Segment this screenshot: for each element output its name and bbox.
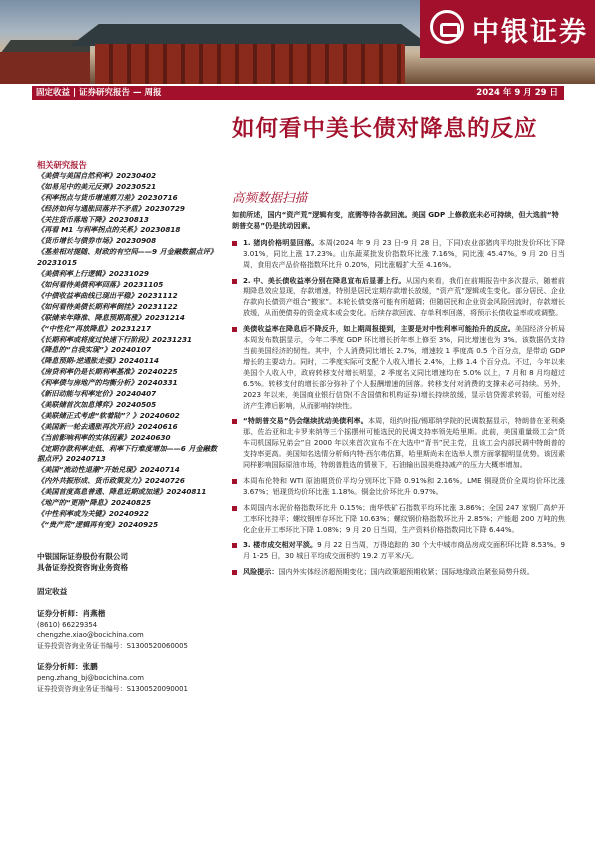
related-report-item[interactable]: 《中性利率或为关键》20240922 <box>37 509 149 518</box>
bullet-square-icon <box>232 479 237 484</box>
related-report-item[interactable]: 《定期存款利率走低、利率下行难度增加——6 月金融数据点评》20240713 <box>37 443 218 464</box>
related-report-item[interactable]: 《如何看待美债利率回落》20231105 <box>37 279 164 289</box>
bullet-list <box>232 238 565 578</box>
bullet-item <box>232 567 565 578</box>
bullet-square-icon <box>232 506 237 511</box>
related-report-item[interactable]: 《“贵产荒”逻辑再有变》20240925 <box>37 519 159 529</box>
related-report-item[interactable]: 《内外共振形成、货币政策发力》20240726 <box>37 476 185 486</box>
section-label: 固定收益 <box>37 587 68 597</box>
related-report-item[interactable]: 《美债利率上行逻辑》20231029 <box>37 269 149 279</box>
org-license: 具备证券投资咨询业务资格 <box>37 563 129 573</box>
related-report-item[interactable]: 《地产的“更刚”降息》20240825 <box>37 498 151 508</box>
related-report-item[interactable]: 《货币增长与债券市场》20230908 <box>37 236 157 246</box>
bullet-item <box>232 416 565 471</box>
bullet-text: 本周(2024 年 9 月 23 日-9 月 28 日，下同)农业部猪肉平均批发价环比下降 3.01%，同比上涨 17.23%。山东蔬菜批发价指数环比涨 7.16%，同比涨 45.47%。9 月 20 日当周，食用农产品价格指数环比升 0.20%，同比涨幅扩大至 4.16%。 <box>243 237 565 269</box>
analyst-2-title: 证券分析师：张鹏 <box>37 662 98 672</box>
related-report-item[interactable]: 《房贷利率仍是长期利率基准》20240225 <box>37 367 178 377</box>
bullet-heading: 2. 中、美长债收益率分别在降息宣布后显著上行。 <box>243 275 406 285</box>
related-report-item[interactable]: 《中债收益率曲线已现出平稳》20231112 <box>37 290 178 300</box>
analyst-1-title: 证券分析师：肖燕楷 <box>37 609 106 619</box>
related-report-item[interactable]: 《降息的“自我实现”》20240107 <box>37 345 151 355</box>
related-reports-list <box>37 171 223 531</box>
analyst-1-cert: 证券投资咨询业务证书编号：S1300520060005 <box>37 641 188 650</box>
banner-hall <box>95 44 405 84</box>
analyst-1-phone: (8610) 66229354 <box>37 621 98 630</box>
bullet-text: 9 月 22 日当周，万得追踪的 30 个大中城市商品房成交面积环比降 8.53%。9 月 1-25 日，30 城日平均成交面积约 19.2 万平米/天。 <box>243 540 565 561</box>
bullet-heading: 1. 猪肉价格明显回落。 <box>243 237 319 247</box>
related-report-item[interactable]: 《美债与美国自然利率》20230402 <box>37 170 157 180</box>
related-reports-heading: 相关研究报告 <box>37 160 87 170</box>
analyst-1-email[interactable]: chengzhe.xiao@bocichina.com <box>37 631 144 640</box>
org-name: 中银国际证券股份有限公司 <box>37 551 129 561</box>
report-subtitle: 高频数据扫描 <box>232 190 308 205</box>
related-report-item[interactable]: 《关注货币落地下降》20230813 <box>37 214 149 224</box>
bullet-text: 美国经济分析局本周发布数据显示，今年二季度 GDP 环比增长折年率上修至 3%，同比增速也为 3%。该数据仍支持当前美国经济的韧性。其中，个人消费同比增长 2.7%，增速较 1 季度高 0.5 个百分点，是带动 GDP 增长的主要动力。同时，二季度实际可支配个人收入增长 2.4%，上修 1.4 个百分点。不过，今年以来美国个人收入中，政府转移支付增长明显，2 季度名义同比增速均在 5.0% 以上，7 月和 8 月均超过 6.5%。转移支付的增长部分弥补了个人报酬增速的回落。转移支付对消费的支撑未必可持续。另外，2023 年以来，美国商业银行信贷(不含国债和机构证券)增长持续放缓，显示信贷需求转弱，可能对经济产生滞后影响，从而影响持续性。 <box>243 324 566 410</box>
related-report-item[interactable]: 《经济如何与通胀回落并不矛盾》20230729 <box>37 203 185 213</box>
bullet-heading: 美债收益率在降息后不降反升，如上期周报提到，主要是对中性利率可能抬升的反应。 <box>243 324 515 334</box>
related-report-item[interactable]: 《基差相对提随、财政的有空间——9 月金融数据点评》20231015 <box>37 247 218 268</box>
related-report-item[interactable]: 《当前影响利率的实体因素》20240630 <box>37 432 171 442</box>
bullet-text: 国内外实体经济超预期变化；国内政策超预期收紧；国际地缘政治紧张局势升级。 <box>278 567 534 577</box>
related-report-item[interactable]: 《美联储正式考虑“软着陆”？》20240602 <box>37 410 180 420</box>
bullet-item <box>232 324 565 411</box>
bullet-text: 本周布伦特和 WTI 原油期货价平均分别环比下降 0.91%和 2.16%。LME 铜现货价全周均价环比涨 3.67%；铝现货均价环比涨 1.18%。铜金比价环比升 0.97%。 <box>243 475 565 496</box>
report-info-bar <box>32 86 564 100</box>
sidebar <box>37 160 223 694</box>
related-report-item[interactable]: 《“中性化”再放降息》20231217 <box>37 323 151 333</box>
bullet-square-icon <box>232 543 237 548</box>
report-category: 固定收益 | 证券研究报告 — 周报 <box>36 88 162 98</box>
bullet-square-icon <box>232 419 237 424</box>
related-report-item[interactable]: 《长期利率或将度过快速下行阶段》20231231 <box>37 334 193 344</box>
related-report-item[interactable]: 《再看 M1 与利率拐点的关系》20230818 <box>37 225 181 235</box>
bank-of-china-logo-icon <box>430 10 464 44</box>
banner-roof <box>70 24 430 46</box>
bullet-heading: 3. 楼市成交相对平淡。 <box>243 540 318 550</box>
bullet-text: 本周，纽约时报/锡耶纳学院的民调数据显示，特朗普在亚利桑那、佐治亚和北卡罗来纳等三个摇摆州可能选民的民调支持率领先哈里斯。此前，美国重量级工会“货车司机国际兄弟会”自 2000 年以来首次宣布不在大选中“背书”民主党，且该工会内部民调中特朗普的支持率更高。美国知名选情分析师内特·西尔弗估算，哈里斯尚未在选举人票方面掌握明显优势。该因素同样影响国际原油市场，特朗普胜选的情景下，石油输出国美维持减产的压力大概率增加。 <box>243 416 566 470</box>
lead-summary: 如前所述，国内“资产荒”逻辑有变，底需等待各款回流。美国 GDP 上修救底未必可持续，但大选前“特朗普交易”仍是扰动因素。 <box>232 210 559 230</box>
analyst-2-cert: 证券投资咨询业务证书编号：S1300520090001 <box>37 684 188 693</box>
banner-wall-left <box>0 52 90 84</box>
main-content <box>232 210 565 583</box>
bullet-text: 从国内来看，我们在前期报告中多次提示，随着前期降息效应显现，存款增速，特别是居民定期存款增长放缓，“资产荒”逻辑或生变化。部分居民、企业存款向长债资产组合“搬家”。本轮长债变落可能有所超调；但随居民和企业资金风险回流时，存款增长放缓，从而使债券的资金成本或会变化。后续存款回流、存单利率回落，将预示长债收益率或或调整。 <box>243 275 565 318</box>
bullet-item <box>232 476 565 498</box>
bullet-heading: “特朗普交易”仍会继续扰动美债利率。 <box>243 416 368 426</box>
related-report-item[interactable]: 《新旧动能与利率定价》20240407 <box>37 389 157 399</box>
related-report-item[interactable]: 《如易见中的美元反弹》20230521 <box>37 181 157 191</box>
bullet-item <box>232 540 565 562</box>
related-report-item[interactable]: 《联储来年降准、降息预期高涨》20231214 <box>37 312 185 322</box>
bullet-item <box>232 238 565 271</box>
bullet-heading: 风险提示： <box>243 567 279 577</box>
organization-info <box>37 551 223 573</box>
related-report-item[interactable]: 《如何看待美债长期利率倒挂》20231122 <box>37 301 178 311</box>
related-report-item[interactable]: 《美国“流动性退潮”开始兑现》20240714 <box>37 465 180 475</box>
report-date: 2024 年 9 月 29 日 <box>476 88 558 98</box>
bullet-square-icon <box>232 279 237 284</box>
related-report-item[interactable]: 《降息预期-逆通胀走强》20240114 <box>37 356 160 366</box>
related-report-item[interactable]: 《美国首度高息普通、降息近期或加速》20240811 <box>37 487 207 497</box>
related-report-item[interactable]: 《利率债与房地产的均衡分析》20240331 <box>37 378 178 388</box>
related-report-item[interactable]: 《美联储首次加息博弈》20240505 <box>37 399 157 409</box>
bullet-item <box>232 276 565 320</box>
related-report-item[interactable]: 《利率拐点与货币增速剪刀差》20230716 <box>37 192 178 202</box>
bullet-square-icon <box>232 241 237 246</box>
related-report-item[interactable]: 《美国新一轮去通胀再次开启》20240616 <box>37 421 178 431</box>
bullet-square-icon <box>232 327 237 332</box>
bullet-item <box>232 503 565 536</box>
analyst-2-email[interactable]: peng.zhang_bj@bocichina.com <box>37 674 144 683</box>
bullet-text: 本周国内水泥价格指数环比升 0.15%；南华铁矿石指数平均环比涨 3.86%；全国 247 家钢厂高炉开工率环比持平；螺纹钢库存环比下降 10.63%；螺纹钢价格指数环比升 2.85%；产能超 200 万吨的焦化企业开工率环比下降 1.08%；9 月 20 日当周，生产资料价格指数同比下降 6.44%。 <box>243 502 565 534</box>
report-title: 如何看中美长债对降息的反应 <box>232 116 538 142</box>
logo-text: 中银证券 <box>472 17 588 48</box>
bullet-square-icon <box>232 570 237 575</box>
